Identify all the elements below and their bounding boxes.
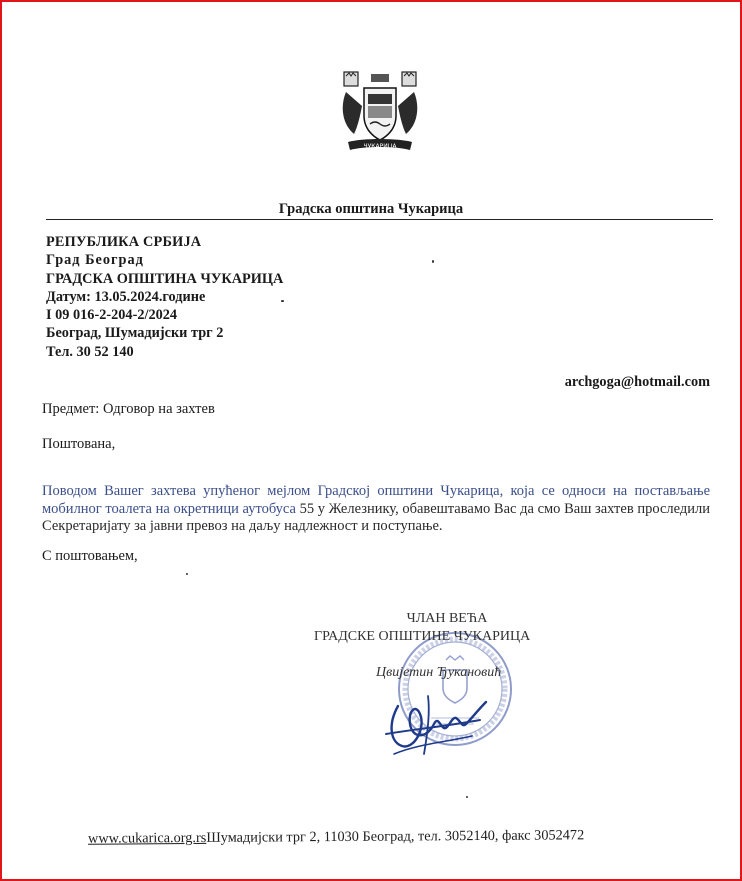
signatory-name: Цвијетин Ђукановић bbox=[376, 665, 502, 680]
subject-line: Предмет: Одговор на захтев bbox=[42, 401, 215, 417]
sender-address: Београд, Шумадијски трг 2 bbox=[46, 325, 224, 342]
body-paragraph bbox=[42, 483, 710, 536]
crest-caption: ЧУКАРИЦА bbox=[363, 143, 397, 150]
body-text-part-1: Поводом Вашег захтева упућеног мејлом Градској општини Чукарица, која се односи на постављање мобилног тоалета на окретници аутобуса bbox=[42, 483, 710, 517]
sender-block bbox=[46, 233, 283, 361]
scan-speck bbox=[281, 300, 284, 302]
sender-city: Град Београд bbox=[46, 252, 144, 269]
scan-speck bbox=[186, 573, 188, 575]
recipient-email: archgoga@hotmail.com bbox=[564, 374, 710, 390]
coat-of-arms-icon bbox=[338, 66, 422, 160]
signatory-role-line-2: ГРАДСКЕ ОПШТИНЕ ЧУКАРИЦА bbox=[314, 629, 531, 644]
closing-line: С поштовањем, bbox=[42, 548, 138, 564]
sender-phone: Тел. 30 52 140 bbox=[46, 343, 134, 360]
scan-speck bbox=[466, 796, 468, 798]
page-title: Градска општина Чукарица bbox=[278, 201, 464, 217]
footer-address: Шумадијски трг 2, 11030 Београд, тел. 3052140, факс 3052472 bbox=[206, 827, 585, 846]
sender-country: РЕПУБЛИКА СРБИЈА bbox=[46, 234, 202, 250]
reference-number: I 09 016-2-204-2/2024 bbox=[46, 307, 178, 324]
scan-speck bbox=[432, 260, 434, 263]
signatory-role-line-1: ЧЛАН ВЕЋА bbox=[406, 611, 488, 626]
header-divider bbox=[46, 219, 713, 220]
website-link[interactable]: www.cukarica.org.rs bbox=[87, 829, 207, 847]
sender-municipality: ГРАДСКА ОПШТИНА ЧУКАРИЦА bbox=[46, 270, 284, 287]
handwritten-signature-icon bbox=[368, 684, 498, 764]
footer-contact bbox=[88, 827, 584, 847]
body-text-part-2: 55 у Железнику, обавештавамо Вас да смо Ваш захтев проследили Секретаријату за јавни превоз на даљу надлежност и поступање. bbox=[42, 500, 710, 534]
greeting: Поштована, bbox=[42, 436, 116, 452]
document-date: Датум: 13.05.2024.године bbox=[46, 288, 206, 305]
